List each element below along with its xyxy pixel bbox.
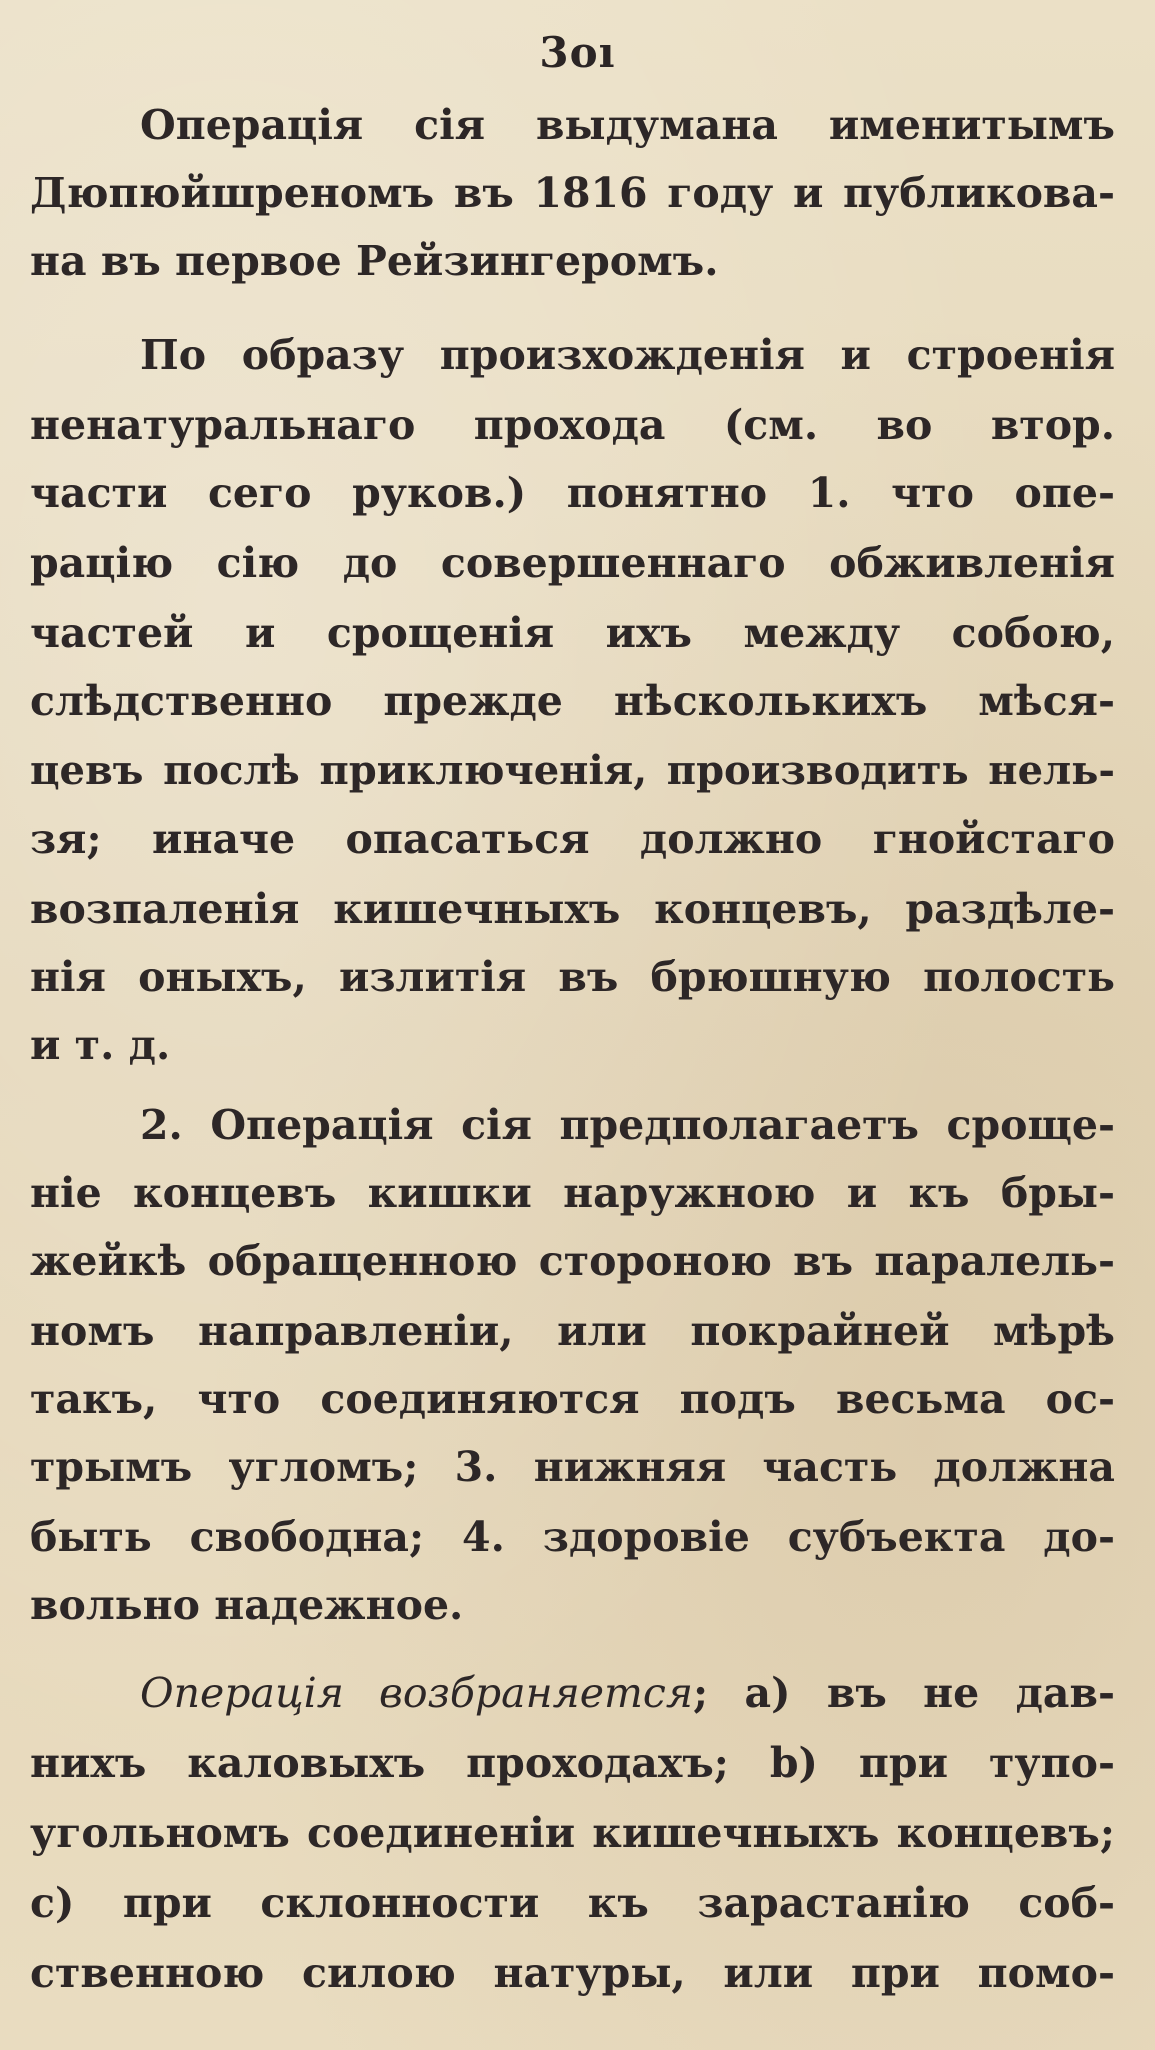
- text-line: на въ первое Рейзингеромъ.: [30, 237, 719, 285]
- text-line: возпаленія кишечныхъ концевъ, раздѣле-: [30, 885, 1115, 933]
- text-line: нія оныхъ, излитія въ брюшную полость: [30, 953, 1115, 1001]
- text-line: быть свободна; 4. здоровіе субъекта до-: [30, 1513, 1115, 1561]
- text-line: ненатуральнаго прохода (см. во втор.: [30, 401, 1115, 449]
- text-line: ственною силою натуры, или при помо-: [30, 1949, 1115, 1997]
- text-line: части сего руков.) понятно 1. что опе-: [30, 469, 1115, 517]
- text-line: зя; иначе опасаться должно гнойстаго: [30, 815, 1115, 863]
- italic-phrase: Операція возбраняется: [140, 1669, 693, 1717]
- text-line: и т. д.: [30, 1021, 171, 1069]
- text-line: слѣдственно прежде нѣсколькихъ мѣся-: [30, 677, 1115, 725]
- text-fragment: ; а) въ не дав-: [693, 1669, 1115, 1717]
- text-line: угольномъ соединеніи кишечныхъ концевъ;: [30, 1809, 1115, 1857]
- text-line: 2. Операція сія предполагаетъ сроще-: [140, 1101, 1115, 1149]
- text-line: По образу произхожденія и строенія: [140, 331, 1115, 379]
- text-line: [140, 1668, 1115, 1722]
- text-line: рацію сію до совершеннаго обживленія: [30, 539, 1115, 587]
- text-line: вольно надежное.: [30, 1581, 464, 1629]
- text-line: Операція сія выдумана именитымъ: [140, 101, 1115, 149]
- text-line: такъ, что соединяются подъ весьма ос-: [30, 1375, 1115, 1423]
- text-line: цевъ послѣ приключенія, производить нель-: [30, 747, 1115, 794]
- text-line: частей и срощенія ихъ между собою,: [30, 609, 1115, 657]
- text-line: с) при склонности къ зарастанію соб-: [30, 1879, 1115, 1927]
- text-line: жейкѣ обращенною стороною въ паралель-: [30, 1237, 1115, 1285]
- text-line: Дюпюйшреномъ въ 1816 году и публикова-: [30, 169, 1115, 217]
- text-line: нихъ каловыхъ проходахъ; b) при тупо-: [30, 1739, 1115, 1787]
- text-line: номъ направленіи, или покрайней мѣрѣ: [30, 1307, 1115, 1355]
- page-number: 3oı: [539, 28, 616, 77]
- text-line: трымъ угломъ; 3. нижняя часть должна: [30, 1443, 1115, 1491]
- text-line: ніе концевъ кишки наружною и къ бры-: [30, 1169, 1115, 1217]
